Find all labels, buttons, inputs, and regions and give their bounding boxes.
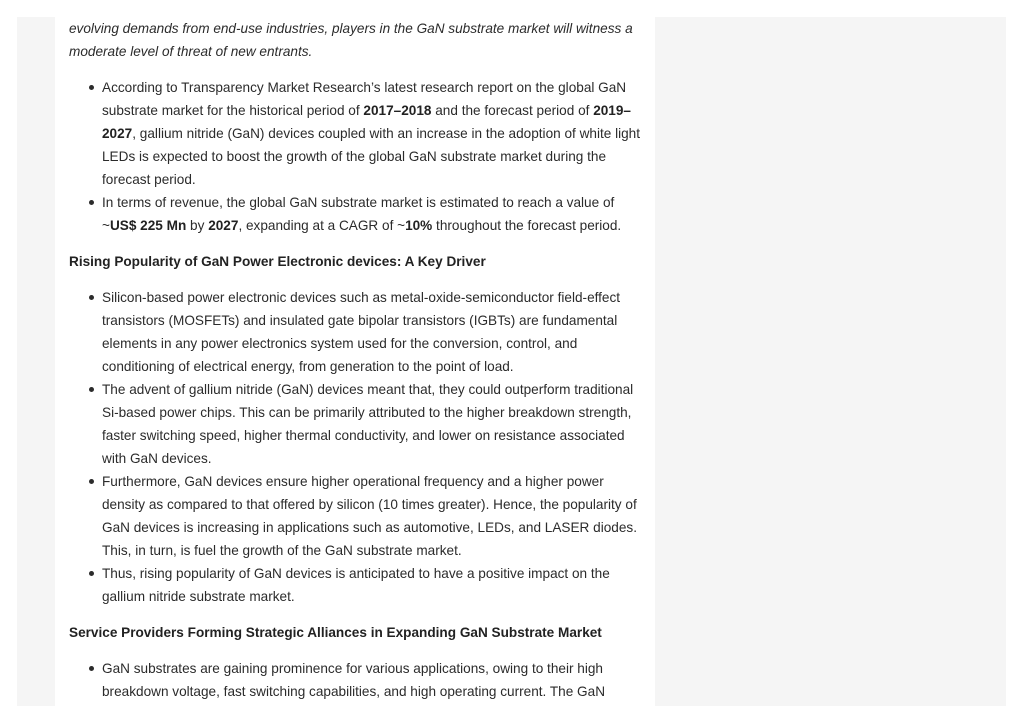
section-heading: Service Providers Forming Strategic Alliances in Expanding GaN Substrate Market: [69, 625, 602, 640]
bullet-text: by: [186, 218, 209, 233]
bold-period: 2017–2018: [363, 103, 432, 118]
bullet-text: , gallium nitride (GaN) devices coupled with an increase in the adoption of white light LEDs is expected to boost the growth of the global GaN substrate market during the forecast period.: [102, 126, 641, 187]
bold-period: 2019–2027: [102, 103, 631, 141]
bold-cagr: 10%: [405, 218, 433, 233]
bullet-text: throughout the forecast period.: [432, 218, 622, 233]
list-item: Thus, rising popularity of GaN devices is anticipated to have a positive impact on the gallium nitride substrate market.: [102, 562, 643, 608]
intro-paragraph: evolving demands from end-use industries, players in the GaN substrate market will witness a moderate level of threat of new entrants.: [69, 21, 633, 59]
list-item: [102, 191, 643, 237]
bullet-text: According to Transparency Market Research’s latest research report on the global GaN substrate market for the historical period of: [102, 80, 627, 118]
section3-list: [69, 657, 643, 703]
article-content: [69, 17, 643, 703]
list-item: The advent of gallium nitride (GaN) devices meant that, they could outperform traditional Si-based power chips. This can be primarily attributed to the higher breakdown strength, faster switching speed, higher thermal conductivity, and lower on resistance associated with GaN devices.: [102, 378, 643, 470]
sidebar-panel: [655, 17, 1006, 706]
list-item: [102, 76, 643, 191]
section2-list: [69, 286, 643, 608]
section-heading: Rising Popularity of GaN Power Electronic devices: A Key Driver: [69, 254, 486, 269]
list-item: GaN substrates are gaining prominence for various applications, owing to their high breakdown voltage, fast switching capabilities, and high operating current. The GaN: [102, 657, 643, 703]
bullet-text: , expanding at a CAGR of ~: [238, 218, 406, 233]
section1-list: [69, 76, 643, 237]
bold-value: US$ 225 Mn: [109, 218, 187, 233]
article-body: [55, 17, 655, 706]
bullet-text: and the forecast period of: [431, 103, 594, 118]
list-item: Silicon-based power electronic devices such as metal-oxide-semiconductor field-effect transistors (MOSFETs) and insulated gate bipolar transistors (IGBTs) are fundamental elements in any power electronics system used for the conversion, control, and conditioning of electrical energy, from generation to the point of load.: [102, 286, 643, 378]
bullet-text: In terms of revenue, the global GaN substrate market is estimated to reach a value of ~: [102, 195, 615, 233]
list-item: Furthermore, GaN devices ensure higher operational frequency and a higher power density as compared to that offered by silicon (10 times greater). Hence, the popularity of GaN devices is increasing in applications such as automotive, LEDs, and LASER diodes. This, in turn, is fuel the growth of the GaN substrate market.: [102, 470, 643, 562]
bold-year: 2027: [208, 218, 239, 233]
